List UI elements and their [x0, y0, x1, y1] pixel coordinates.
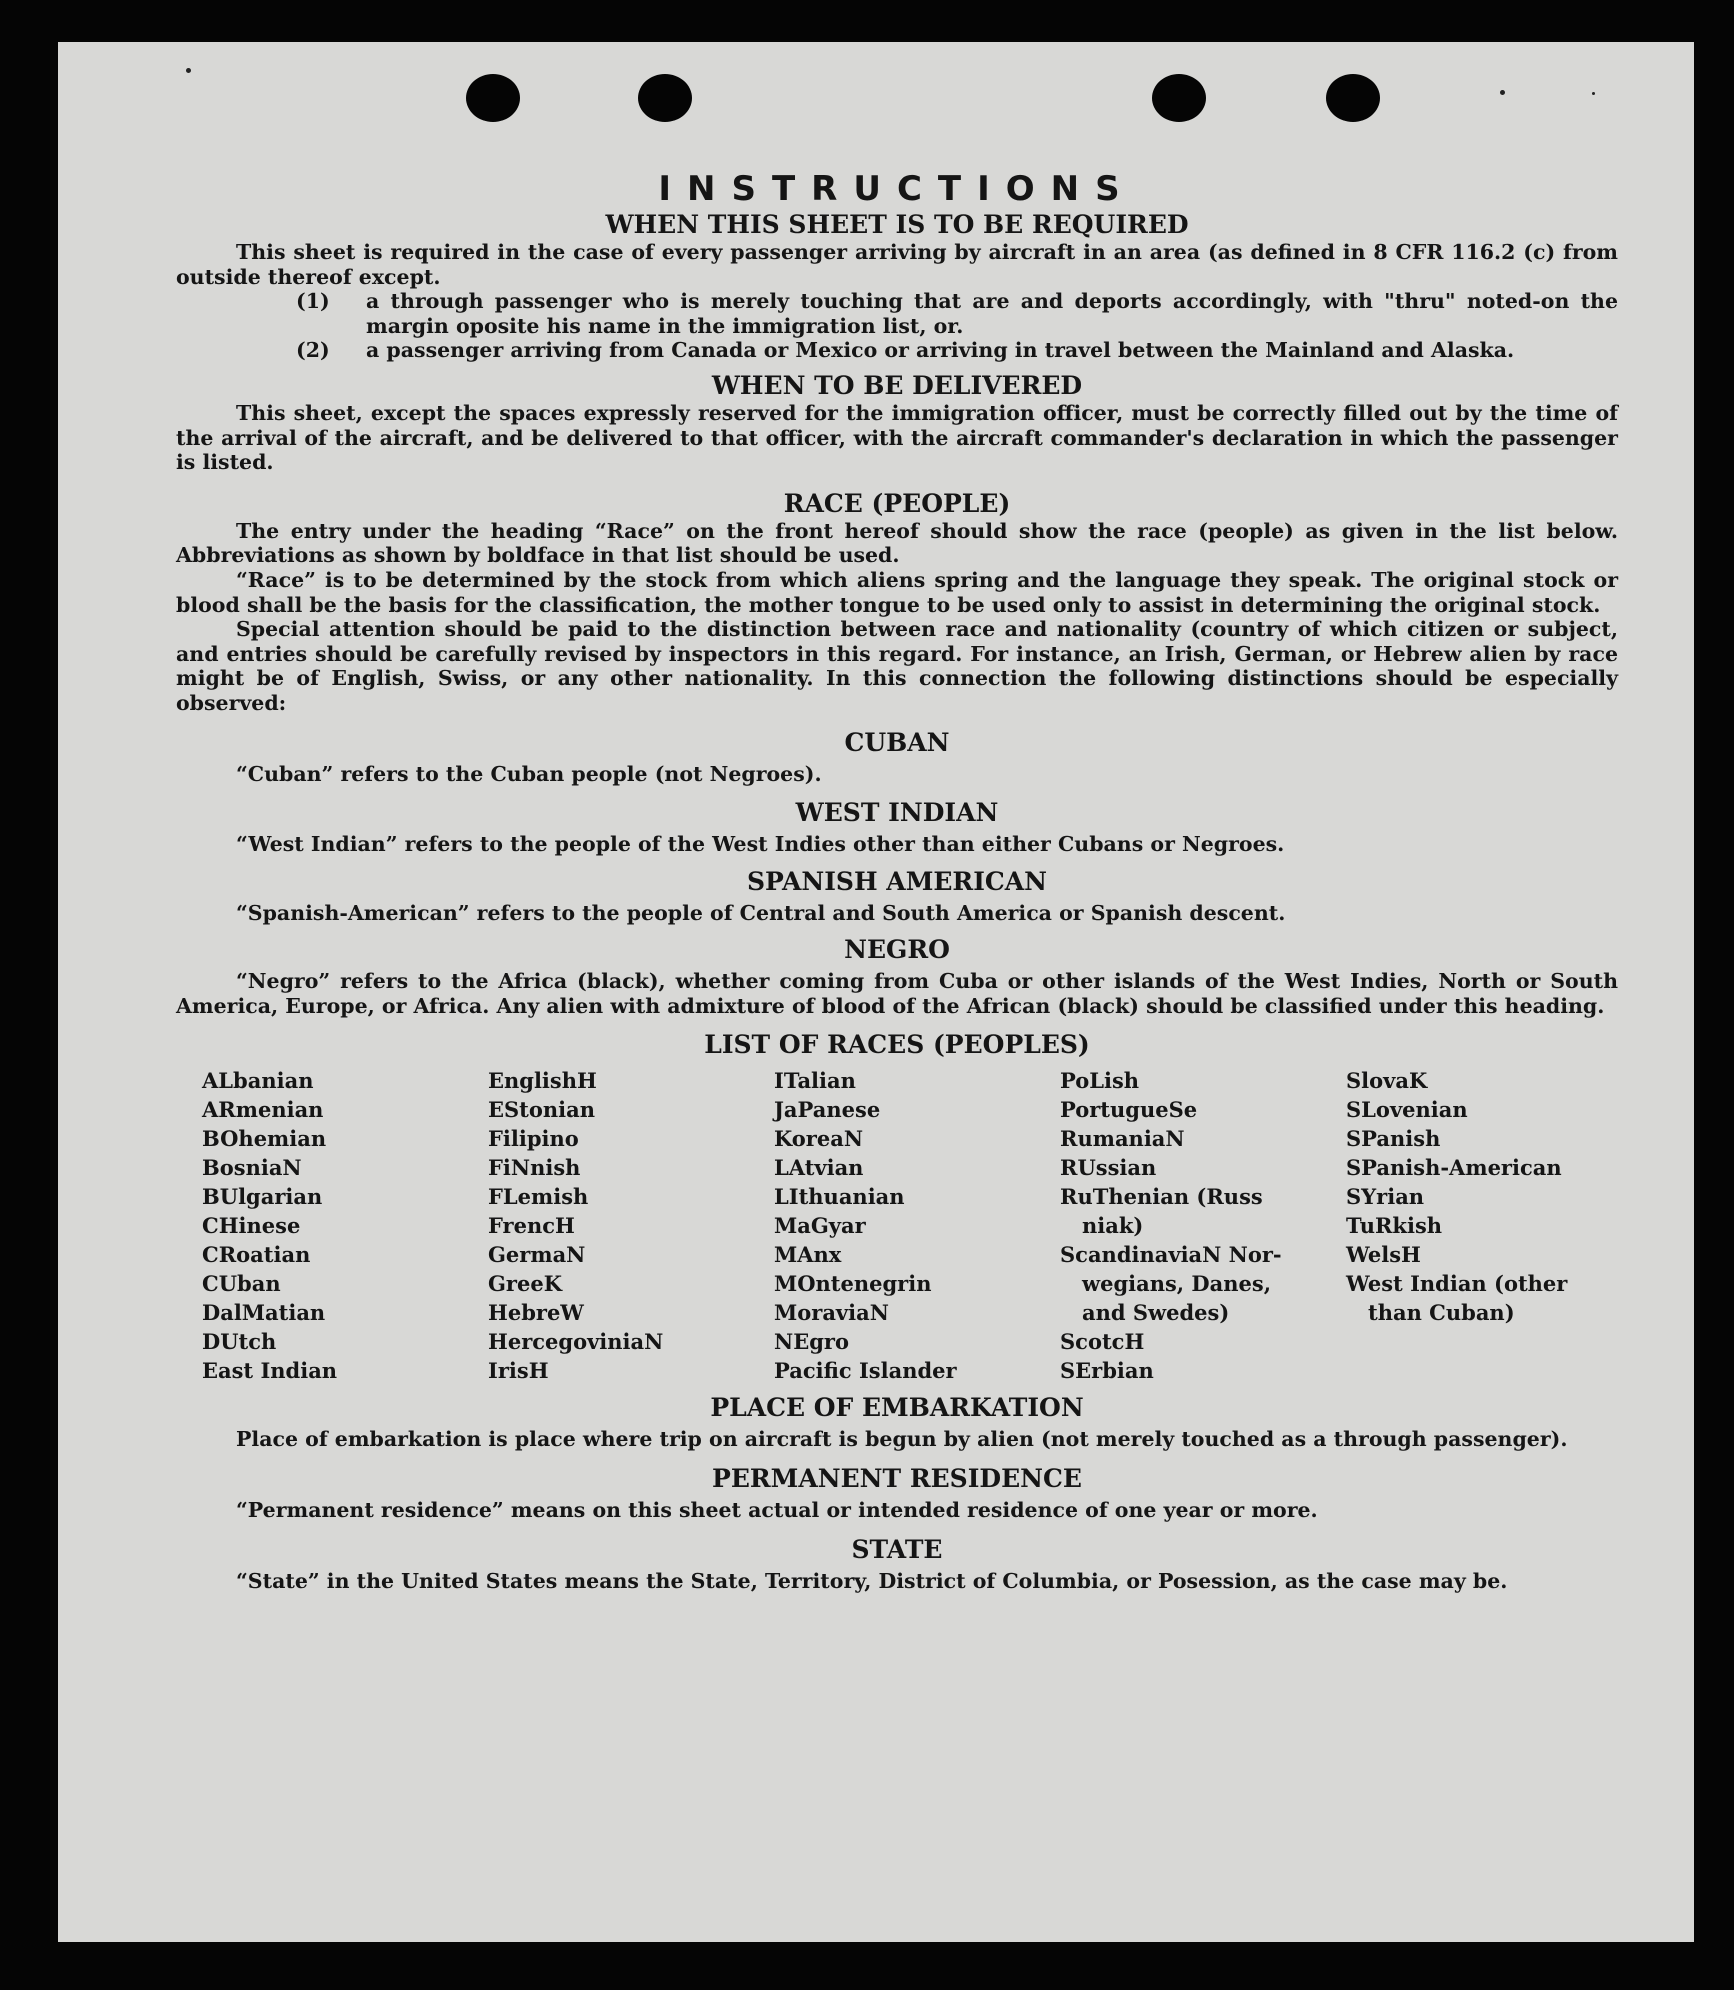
section-heading-west-indian: WEST INDIAN	[795, 798, 999, 828]
section-heading-list: LIST OF RACES (PEOPLES)	[704, 1030, 1090, 1060]
race-column	[1346, 1066, 1632, 1385]
instructions-content	[176, 169, 1618, 1593]
race-item: PoLish	[1060, 1068, 1140, 1094]
spanish-american-text: “Spanish-American” refers to the people of Central and South America or Spanish descent.	[236, 900, 1286, 925]
race-item: FrencH	[488, 1213, 575, 1239]
race-item: MaGyar	[774, 1213, 866, 1239]
race-item: ARmenian	[202, 1097, 324, 1123]
section-heading-delivered: WHEN TO BE DELIVERED	[711, 370, 1083, 400]
race-item: ScotcH	[1060, 1329, 1145, 1355]
race-column	[1060, 1066, 1346, 1385]
race-paragraph: Special attention should be paid to the distinction between race and nationality (country of which citizen or subject, and entries should be carefully revised by inspectors in this regard. For instance, an Irish, German, or Hebrew alien by race might be of English, Swiss, or any other nationality. In this connection the following distinctions should be especially observed:	[176, 617, 1618, 715]
race-item: RuThenian (Russ	[1060, 1184, 1263, 1210]
item-number: (1)	[296, 289, 330, 314]
race-item: CRoatian	[202, 1242, 311, 1268]
race-item: DUtch	[202, 1329, 277, 1355]
race-item: TuRkish	[1346, 1213, 1443, 1239]
race-item: CUban	[202, 1271, 281, 1297]
race-item: West Indian (other	[1346, 1271, 1568, 1297]
page-title: INSTRUCTIONS	[658, 169, 1136, 209]
punch-hole	[1152, 74, 1206, 122]
race-item: EStonian	[488, 1097, 595, 1123]
race-item: GermaN	[488, 1242, 586, 1268]
race-item: LIthuanian	[774, 1184, 905, 1210]
section-heading-cuban: CUBAN	[844, 727, 950, 757]
race-item: HercegoviniaN	[488, 1329, 664, 1355]
punch-hole	[638, 74, 692, 122]
race-item: BosniaN	[202, 1155, 302, 1181]
section-heading-negro: NEGRO	[844, 935, 950, 965]
residence-text: “Permanent residence” means on this sheet actual or intended residence of one year or more.	[236, 1498, 1318, 1523]
race-paragraph: “Race” is to be determined by the stock from which aliens spring and the language they speak. The original stock or blood shall be the basis for the classification, the mother tongue to be used only to assist in determining the original stock.	[176, 567, 1618, 617]
section-heading-residence: PERMANENT RESIDENCE	[712, 1464, 1082, 1494]
race-item: NEgro	[774, 1329, 849, 1355]
item-number: (2)	[296, 338, 330, 363]
speck	[1500, 90, 1505, 95]
section-heading-spanish-american: SPANISH AMERICAN	[746, 866, 1048, 896]
race-item: EnglishH	[488, 1068, 597, 1094]
speck	[1592, 92, 1595, 95]
race-item: IrisH	[488, 1358, 549, 1384]
race-column	[774, 1066, 1060, 1385]
race-item: Pacific Islander	[774, 1358, 957, 1384]
delivered-text: This sheet, except the spaces expressly reserved for the immigration officer, must be correctly filled out by the time of the arrival of the aircraft, and be delivered to that officer, with the aircraft commander's declaration in which the passenger is listed.	[176, 400, 1618, 475]
race-item: KoreaN	[774, 1126, 864, 1152]
race-item: MAnx	[774, 1242, 842, 1268]
race-item: Filipino	[488, 1126, 579, 1152]
race-item: JaPanese	[774, 1097, 881, 1123]
race-item: BUlgarian	[202, 1184, 323, 1210]
race-item: ScandinaviaN Nor-	[1060, 1242, 1282, 1268]
required-item	[176, 338, 1618, 363]
race-paragraph: The entry under the heading “Race” on the front hereof should show the race (people) as given in the list below. Abbreviations as shown by boldface in that list should be used.	[176, 518, 1618, 568]
item-text: a through passenger who is merely touching that are and deports accordingly, with "thru" noted-on the margin oposite his name in the immigration list, or.	[366, 289, 1618, 338]
race-item: LAtvian	[774, 1155, 864, 1181]
race-item: FLemish	[488, 1184, 589, 1210]
state-text: “State” in the United States means the State, Territory, District of Columbia, or Posession, as the case may be.	[236, 1568, 1508, 1593]
race-item: DalMatian	[202, 1300, 326, 1326]
race-item: and Swedes)	[1082, 1300, 1230, 1326]
required-item	[176, 289, 1618, 338]
section-heading-state: STATE	[851, 1534, 943, 1564]
embarkation-text: Place of embarkation is place where trip on aircraft is begun by alien (not merely touched as a through passenger).	[236, 1427, 1568, 1452]
speck	[186, 68, 191, 73]
race-item: SErbian	[1060, 1358, 1154, 1384]
race-column	[488, 1066, 774, 1385]
section-heading-required: WHEN THIS SHEET IS TO BE REQUIRED	[605, 210, 1189, 239]
item-text: a passenger arriving from Canada or Mexico or arriving in travel between the Mainland and Alaska.	[366, 338, 1515, 363]
punch-hole	[466, 74, 520, 122]
race-item: GreeK	[488, 1271, 562, 1297]
race-item: MOntenegrin	[774, 1271, 932, 1297]
section-heading-embarkation: PLACE OF EMBARKATION	[710, 1393, 1084, 1423]
race-item: wegians, Danes,	[1082, 1271, 1271, 1297]
punch-hole	[1326, 74, 1380, 122]
race-list	[202, 1066, 1618, 1385]
race-column	[202, 1066, 488, 1385]
race-item: WelsH	[1346, 1242, 1421, 1268]
race-item: SLovenian	[1346, 1097, 1468, 1123]
race-item: SPanish-American	[1346, 1155, 1562, 1181]
race-item: RumaniaN	[1060, 1126, 1185, 1152]
negro-text: “Negro” refers to the Africa (black), whether coming from Cuba or other islands of the West Indies, North or South America, Europe, or Africa. Any alien with admixture of blood of the African (black) should be classified under this heading.	[176, 969, 1618, 1018]
section-heading-race: RACE (PEOPLE)	[783, 488, 1011, 518]
race-item: SYrian	[1346, 1184, 1425, 1210]
required-text: This sheet is required in the case of every passenger arriving by aircraft in an area (as defined in 8 CFR 116.2 (c) from outside thereof except.	[176, 240, 1618, 289]
race-item: BOhemian	[202, 1126, 327, 1152]
race-item: MoraviaN	[774, 1300, 889, 1326]
west-indian-text: “West Indian” refers to the people of the West Indies other than either Cubans or Negroes.	[236, 832, 1285, 857]
race-item: ALbanian	[202, 1068, 314, 1094]
document-sheet	[58, 42, 1694, 1942]
race-item: SlovaK	[1346, 1068, 1428, 1094]
race-item: niak)	[1082, 1213, 1144, 1239]
race-item: FiNnish	[488, 1155, 581, 1181]
race-item: PortugueSe	[1060, 1097, 1198, 1123]
race-item: RUssian	[1060, 1155, 1157, 1181]
race-item: CHinese	[202, 1213, 301, 1239]
race-item: HebreW	[488, 1300, 584, 1326]
cuban-text: “Cuban” refers to the Cuban people (not Negroes).	[236, 761, 822, 786]
race-item: than Cuban)	[1368, 1300, 1515, 1326]
race-item: SPanish	[1346, 1126, 1441, 1152]
race-item: ITalian	[774, 1068, 856, 1094]
race-item: East Indian	[202, 1358, 338, 1384]
